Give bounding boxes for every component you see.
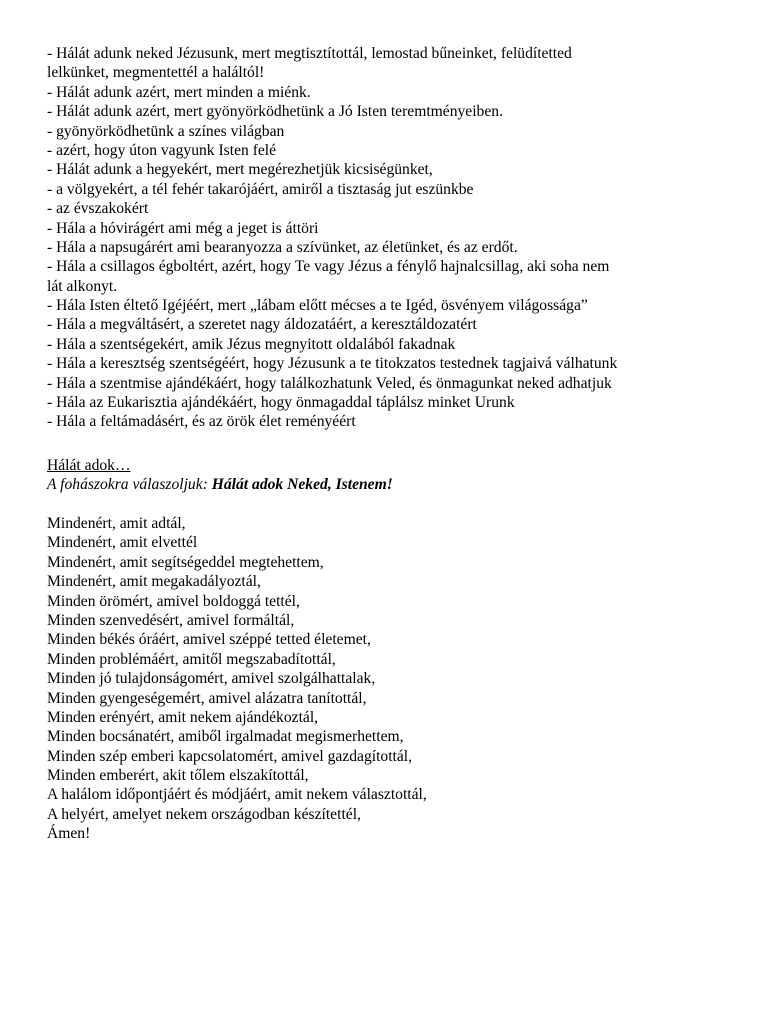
- text-line: - Hálát adunk azért, mert minden a miénk.: [47, 83, 311, 101]
- litany-line: Minden szenvedésért, amivel formáltál,: [47, 611, 295, 629]
- text-line: - Hálát adunk neked Jézusunk, mert megtisztítottál, lemostad bűneinket, felüdítetted: [47, 45, 572, 62]
- text-line: - azért, hogy úton vagyunk Isten felé: [47, 141, 277, 159]
- litany-line: Minden problémáért, amitől megszabadítottál,: [47, 650, 336, 668]
- text-line: - Hála a megváltásért, a szeretet nagy áldozatáért, a keresztáldozatért: [47, 316, 477, 334]
- text-line: - gyönyörködhetünk a színes világban: [47, 122, 285, 140]
- litany-line: Mindenért, amit segítségeddel megtehettem,: [47, 553, 324, 571]
- text-line: - Hálát adunk azért, mert gyönyörködhetünk a Jó Isten teremtményeiben.: [47, 103, 503, 121]
- litany-line: Minden jó tulajdonságomért, amivel szolgálhattalak,: [47, 670, 376, 688]
- litany-line: A halálom időpontjáért és módjáért, amit nekem választottál,: [47, 786, 427, 804]
- section-heading: Hálát adok…: [47, 457, 131, 474]
- litany-line: Minden gyengeségemért, amivel alázatra tanítottál,: [47, 689, 367, 707]
- litany-line: Mindenért, amit megakadályoztál,: [47, 573, 261, 591]
- text-line: - Hála Isten éltető Igéjéért, mert „lábam előtt mécses a te Igéd, ösvényem világossága”: [47, 297, 588, 315]
- instruction-response: Hálát adok Neked, Istenem!: [211, 476, 393, 494]
- litany-line: Minden bocsánatért, amiből irgalmadat megismerhettem,: [47, 728, 404, 746]
- litany-line: Minden örömért, amivel boldoggá tettél,: [47, 592, 300, 610]
- text-line: - Hála a szentmise ajándékáért, hogy találkozhatunk Veled, és önmagunkat neked adhatjuk: [47, 374, 612, 392]
- response-instruction: [47, 475, 727, 494]
- litany-line: Minden békés óráért, amivel széppé tetted életemet,: [47, 631, 371, 649]
- litany-line: Ámen!: [47, 825, 91, 843]
- litany-line: Mindenért, amit adtál,: [47, 515, 186, 532]
- litany-line: Mindenért, amit elvettél: [47, 534, 198, 552]
- text-line: - Hála a hóvirágért ami még a jeget is áttöri: [47, 219, 319, 237]
- litany-line: Minden szép emberi kapcsolatomért, amivel gazdagítottál,: [47, 747, 413, 765]
- text-line: lelkünket, megmentettél a haláltól!: [47, 64, 265, 82]
- text-line: - Hála a keresztség szentségéért, hogy Jézusunk a te titokzatos testednek tagjaivá válhatunk: [47, 355, 618, 373]
- text-line: - az évszakokért: [47, 200, 149, 218]
- instruction-prefix: A fohászokra válaszoljuk:: [47, 476, 212, 494]
- litany-line: Minden emberért, akit tőlem elszakítottál,: [47, 767, 309, 785]
- text-line: - Hála a szentségekért, amik Jézus megnyitott oldalából fakadnak: [47, 335, 456, 353]
- litany-list: [47, 514, 727, 844]
- text-line: - Hála a feltámadásért, és az örök élet reményéért: [47, 413, 356, 431]
- litany-line: Minden erényért, amit nekem ajándékoztál,: [47, 708, 319, 726]
- text-line: - Hála a csillagos égboltért, azért, hogy Te vagy Jézus a fénylő hajnalcsillag, aki soha nem: [47, 258, 610, 276]
- litany-line: A helyért, amelyet nekem országodban készítettél,: [47, 805, 361, 823]
- text-line: lát alkonyt.: [47, 277, 118, 295]
- text-line: - a völgyekért, a tél fehér takarójáért, amiről a tisztaság jut eszünkbe: [47, 180, 474, 198]
- thanksgiving-list: [47, 44, 727, 432]
- text-line: - Hála az Eukarisztia ajándékáért, hogy önmagaddal táplálsz minket Urunk: [47, 394, 515, 412]
- text-line: - Hálát adunk a hegyekért, mert megérezhetjük kicsiségünket,: [47, 161, 433, 179]
- litany-heading-block: [47, 456, 727, 495]
- text-line: - Hála a napsugárért ami bearanyozza a szívünket, az életünket, és az erdőt.: [47, 238, 518, 256]
